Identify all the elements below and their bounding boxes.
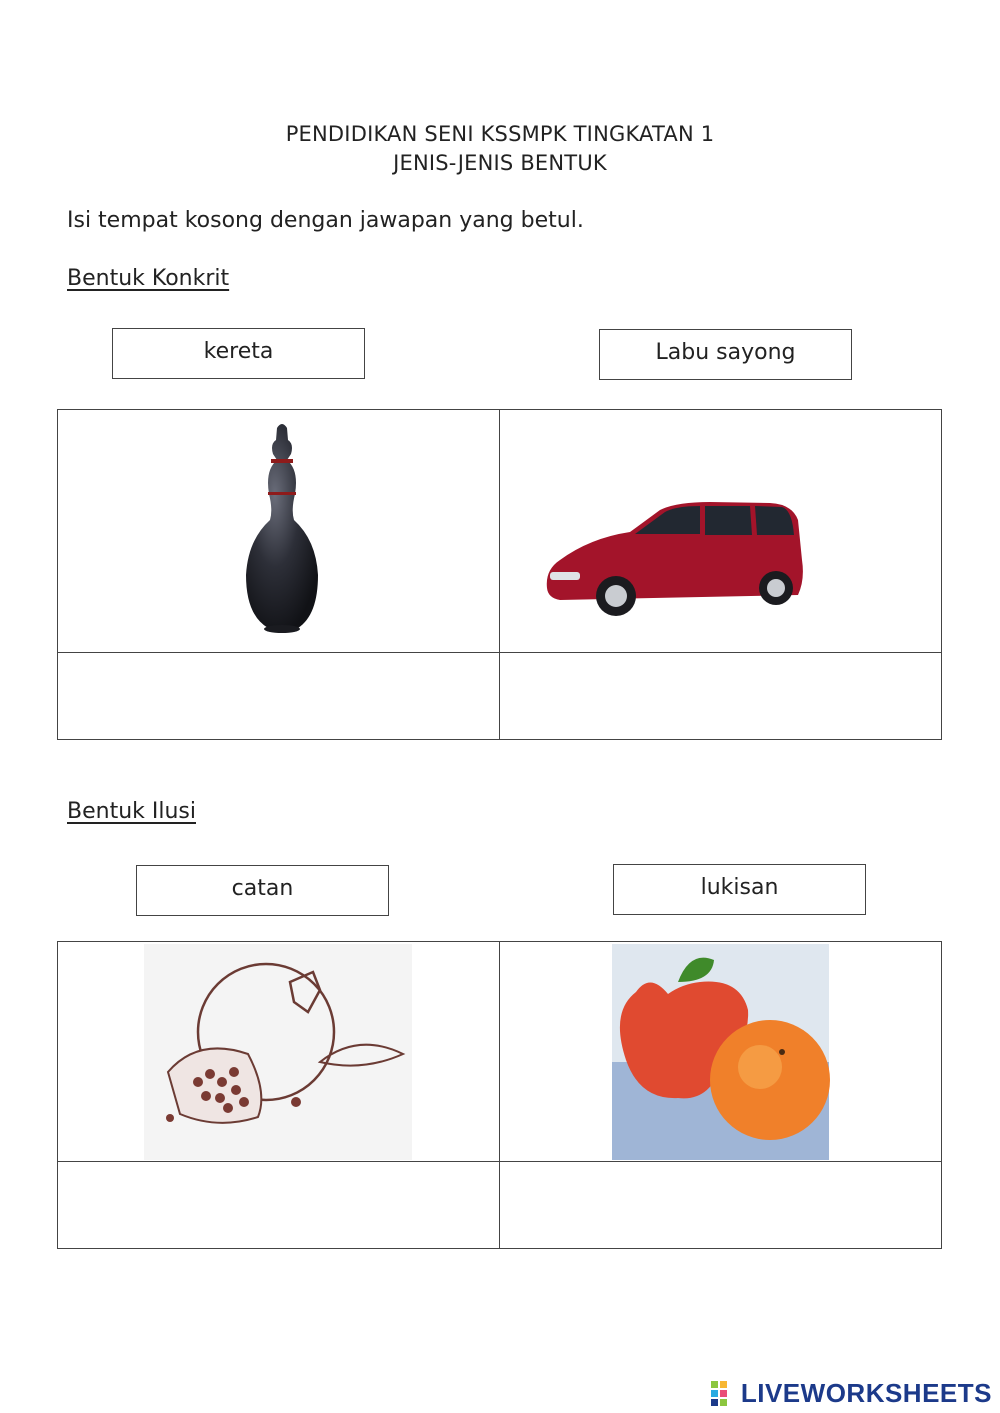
liveworksheets-logo (711, 1378, 992, 1409)
liveworksheets-logo-icon (711, 1381, 737, 1407)
image-cell (58, 410, 499, 652)
section-heading-konkrit: Bentuk Konkrit (67, 266, 230, 291)
image-cell (500, 942, 941, 1161)
instruction-text: Isi tempat kosong dengan jawapan yang betul. (67, 208, 584, 233)
answer-table-konkrit (57, 409, 942, 740)
answer-blank-4[interactable] (500, 1162, 941, 1248)
fruit-painting-image (500, 942, 941, 1161)
answer-blank-2[interactable] (500, 653, 941, 739)
liveworksheets-logo-text: LIVEWORKSHEETS (740, 1378, 992, 1408)
answer-blank-1[interactable] (58, 653, 499, 739)
word-option-kereta[interactable]: kereta (112, 328, 365, 379)
labu-sayong-image (58, 410, 499, 652)
image-cell (58, 942, 499, 1161)
worksheet-subtitle: JENIS-JENIS BENTUK (393, 151, 607, 175)
image-cell (500, 410, 941, 652)
answer-table-ilusi (57, 941, 942, 1249)
word-option-catan[interactable]: catan (136, 865, 389, 916)
word-option-lukisan[interactable]: lukisan (613, 864, 866, 915)
pomegranate-sketch-image (58, 942, 499, 1161)
answer-blank-3[interactable] (58, 1162, 499, 1248)
section-heading-ilusi: Bentuk Ilusi (67, 799, 196, 824)
word-option-labu-sayong[interactable]: Labu sayong (599, 329, 852, 380)
car-image (500, 410, 941, 652)
worksheet-title: PENDIDIKAN SENI KSSMPK TINGKATAN 1 (285, 122, 715, 146)
